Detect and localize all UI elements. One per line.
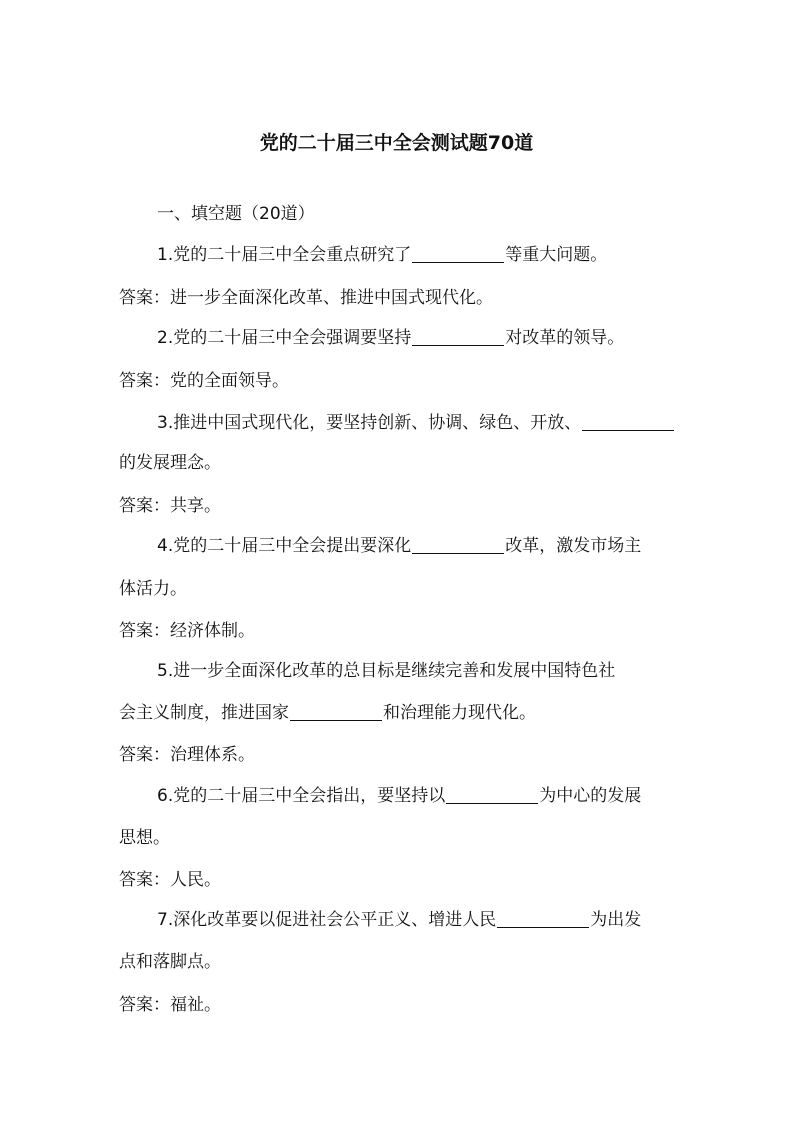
question-6 [157,783,641,809]
question-text-end: 改革，激发市场主 [505,536,642,556]
question-text: 进一步全面深化改革的总目标是继续完善和发展中国特色社 [173,661,616,681]
question-text: 党的二十届三中全会强调要坚持 [173,328,412,348]
answer-4: 答案：经济体制。 [119,621,255,641]
question-3-continuation: 的发展理念。 [119,453,221,473]
question-1 [157,242,607,268]
answer-6: 答案：人民。 [119,870,221,890]
question-4-continuation: 体活力。 [119,579,187,599]
question-7 [157,907,641,933]
question-number: 2. [157,328,174,348]
section-heading: 一、填空题（20道） [157,204,315,224]
question-number: 1. [157,245,174,265]
question-2 [157,325,624,351]
question-number: 6. [157,786,174,806]
question-text-end: 为出发 [590,910,642,930]
answer-2: 答案：党的全面领导。 [119,371,289,391]
question-text: 党的二十届三中全会指出，要坚持以 [173,786,446,806]
answer-blank [412,536,504,554]
question-7-continuation: 点和落脚点。 [119,952,221,972]
answer-blank [412,328,504,346]
question-6-continuation: 思想。 [119,828,170,848]
answer-5: 答案：治理体系。 [119,745,255,765]
question-number: 7. [157,910,174,930]
question-5-continuation [119,700,536,726]
document-title: 党的二十届三中全会测试题70道 [259,132,534,154]
question-text: 会主义制度，推进国家 [119,703,289,723]
answer-blank [412,245,504,263]
answer-blank [446,786,538,804]
question-text: 党的二十届三中全会重点研究了 [173,245,412,265]
answer-1: 答案：进一步全面深化改革、推进中国式现代化。 [119,288,493,308]
question-text: 深化改革要以促进社会公平正义、增进人民 [173,910,497,930]
question-text-end: 等重大问题。 [505,245,608,265]
answer-7: 答案：福祉。 [119,995,221,1015]
answer-blank [290,703,382,721]
question-number: 4. [157,536,174,556]
question-text-end: 为中心的发展 [539,786,642,806]
question-text: 推进中国式现代化，要坚持创新、协调、绿色、开放、 [173,413,582,433]
answer-blank [582,413,674,431]
answer-blank [497,910,589,928]
question-5 [157,658,615,684]
question-text-end: 和治理能力现代化。 [383,703,536,723]
answer-3: 答案：共享。 [119,496,221,516]
question-text: 党的二十届三中全会提出要深化 [173,536,412,556]
question-4 [157,533,641,559]
question-text-end: 对改革的领导。 [505,328,625,348]
question-number: 3. [157,413,174,433]
question-number: 5. [157,661,174,681]
question-3 [157,410,675,436]
